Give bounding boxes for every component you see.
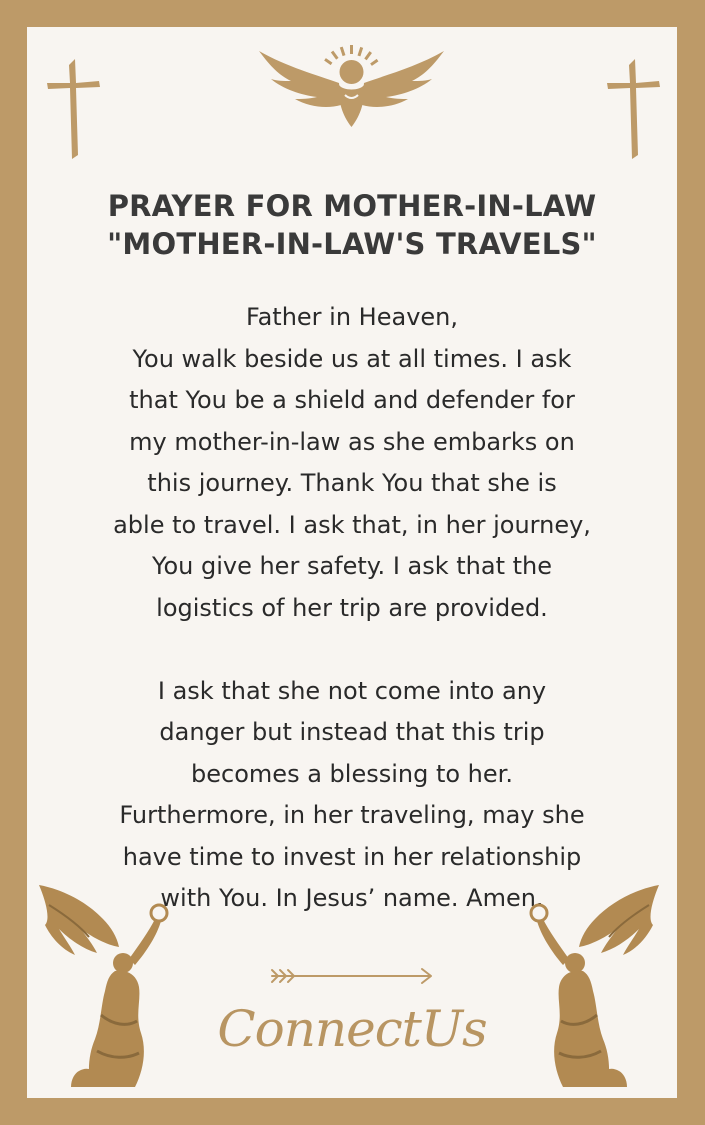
prayer-line: Father in Heaven, (245, 303, 459, 331)
title-line-2: "MOTHER-IN-LAW'S TRAVELS" (107, 227, 597, 261)
prayer-line: have time to invest in her relationship (122, 842, 582, 871)
brand-logo: ConnectUs (217, 1000, 487, 1058)
prayer-line: logistics of her trip are provided. (156, 593, 548, 622)
prayer-line: this journey. Thank You that she is (147, 469, 557, 497)
title-line-1: PRAYER FOR MOTHER-IN-LAW (107, 189, 597, 223)
prayer-body (47, 297, 657, 920)
prayer-line: able to travel. I ask that, in her journey, (113, 510, 591, 539)
prayer-line: becomes a blessing to her. (191, 759, 513, 788)
prayer-line: that You be a shield and defender for (129, 386, 575, 414)
cross-icon (605, 59, 661, 159)
prayer-line: my mother-in-law as she embarks on (129, 427, 575, 456)
prayer-line: I ask that she not come into any (157, 676, 547, 705)
paragraph-spacer (47, 629, 657, 671)
arrow-icon (270, 965, 435, 987)
prayer-title (27, 187, 677, 263)
dove-sun-emblem-icon (257, 45, 447, 135)
prayer-line: You walk beside us at all times. I ask (132, 344, 572, 373)
prayer-line: Furthermore, in her traveling, may she (119, 801, 585, 829)
prayer-card (27, 27, 677, 1098)
prayer-line: danger but instead that this trip (159, 718, 545, 746)
prayer-line: You give her safety. I ask that the (151, 552, 553, 580)
prayer-line: with You. In Jesus’ name. Amen. (160, 884, 544, 912)
cross-icon (45, 59, 101, 159)
